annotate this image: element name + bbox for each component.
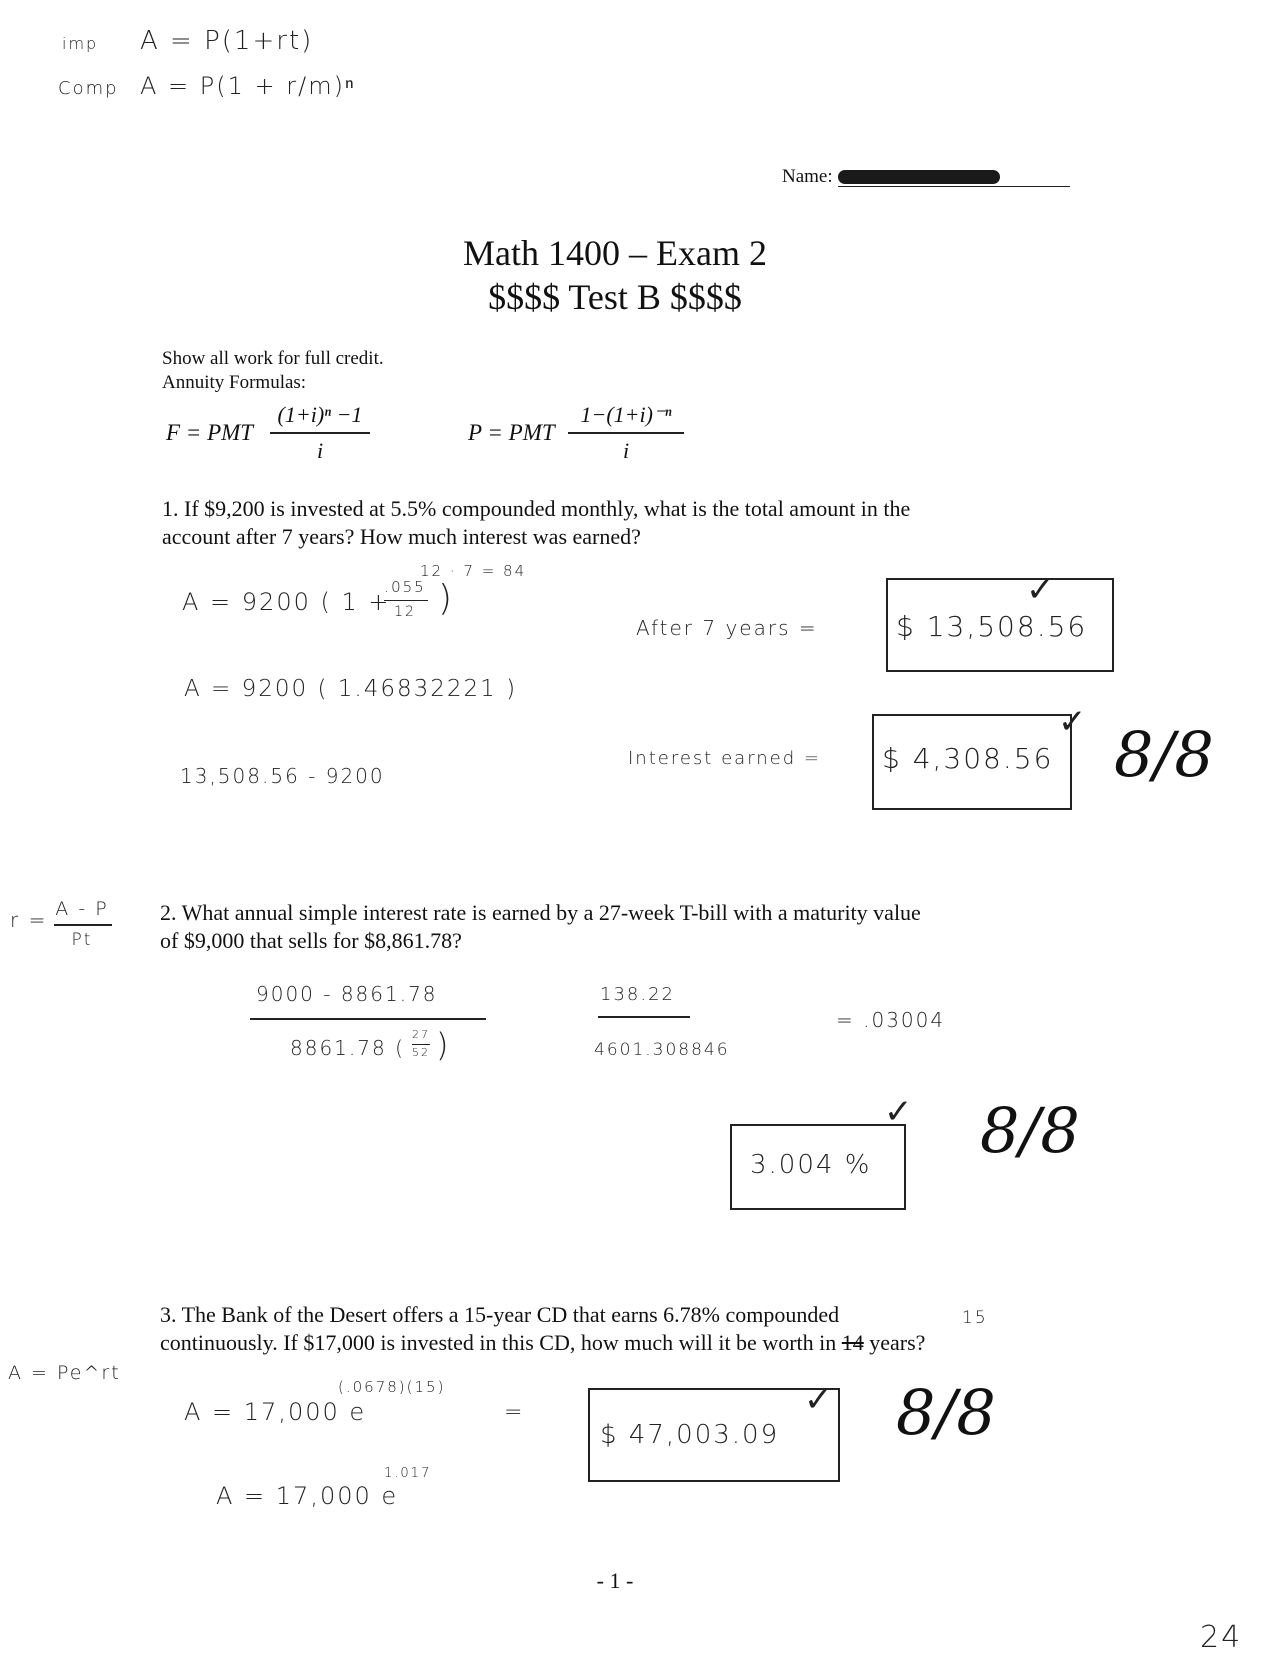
- q3-struck-years: 14: [841, 1330, 864, 1355]
- continuous-formula: A = Pe^rt: [8, 1362, 121, 1384]
- formula-f-fraction-bar: [270, 432, 370, 434]
- q3-step1: A = 17,000 e: [184, 1398, 367, 1426]
- q3-correction: 15: [962, 1308, 988, 1328]
- q3-text-line1: 3. The Bank of the Desert offers a 15-year CD that earns 6.78% compounded: [160, 1302, 840, 1327]
- q1-answer-after: $ 13,508.56: [896, 610, 1088, 643]
- q1-after-label: After 7 years =: [636, 616, 818, 640]
- q2-denominator-1-num: 27: [412, 1028, 430, 1041]
- checkmark-icon: ✓: [884, 1092, 913, 1132]
- rate-formula-denominator: Pt: [71, 930, 93, 950]
- q3-equals: =: [504, 1400, 525, 1425]
- total-score: 24: [1200, 1620, 1243, 1655]
- formula-f-left: F = PMT: [166, 420, 254, 445]
- q3-step2-exponent: 1.017: [384, 1466, 432, 1481]
- checkmark-icon: ✓: [1026, 570, 1055, 610]
- q3-answer: $ 47,003.09: [600, 1420, 780, 1450]
- q2-answer: 3.004 %: [750, 1150, 872, 1180]
- q3-step1-exponent: (.0678)(15): [338, 1378, 446, 1396]
- q3-grade: 8/8: [896, 1376, 996, 1449]
- q1-grade: 8/8: [1114, 718, 1214, 791]
- exam-title: Math 1400 – Exam 2: [463, 233, 767, 273]
- q2-result: = .03004: [836, 1008, 946, 1032]
- q1-step1-denominator: 12: [394, 604, 416, 620]
- q1-exponent-note: 12 · 7 = 84: [420, 562, 527, 580]
- name-underline: [838, 186, 1070, 187]
- formula-p-left: P = PMT: [468, 420, 555, 445]
- q2-numerator-1: 9000 - 8861.78: [256, 982, 438, 1006]
- checkmark-icon: ✓: [804, 1380, 833, 1420]
- exam-subtitle: $$$$ Test B $$$$: [488, 277, 742, 317]
- formula-p-numerator: 1−(1+i)⁻ⁿ: [580, 402, 672, 427]
- q1-step1-right: ): [438, 578, 455, 619]
- simple-label: imp: [62, 34, 99, 53]
- formula-f-denominator: i: [316, 438, 324, 463]
- formula-f-numerator: (1+i)ⁿ −1: [277, 402, 363, 427]
- rate-formula-numerator: A - P: [55, 898, 109, 920]
- instructions-line2: Annuity Formulas:: [162, 372, 307, 393]
- q2-fraction-bar-2: [598, 1016, 690, 1018]
- name-label: Name:: [782, 166, 833, 187]
- rate-formula-left: r =: [10, 908, 48, 932]
- q3-step2: A = 17,000 e: [216, 1482, 399, 1510]
- formula-p-fraction-bar: [568, 432, 684, 434]
- q2-denominator-2: 4601.308846: [594, 1040, 730, 1060]
- q3-text-line2-b: years?: [863, 1330, 926, 1355]
- redacted-name-scribble: [838, 170, 1000, 184]
- page-number: - 1 -: [596, 1568, 634, 1593]
- q1-step2: A = 9200 ( 1.46832221 ): [184, 676, 518, 702]
- q2-denominator-1-right: ): [436, 1026, 451, 1064]
- q1-step3: 13,508.56 - 9200: [180, 764, 385, 788]
- formula-p-denominator: i: [622, 438, 630, 463]
- checkmark-icon: ✓: [1058, 702, 1087, 742]
- q1-answer-interest: $ 4,308.56: [882, 742, 1054, 775]
- q2-fraction-bar-1: [250, 1018, 486, 1020]
- q2-numerator-2: 138.22: [600, 984, 675, 1005]
- q1-text-line1: 1. If $9,200 is invested at 5.5% compounded monthly, what is the total amount in the: [162, 496, 911, 521]
- instructions-line1: Show all work for full credit.: [162, 348, 384, 369]
- q2-text-line2: of $9,000 that sells for $8,861.78?: [160, 928, 462, 953]
- q2-text-line1: 2. What annual simple interest rate is earned by a 27-week T-bill with a maturity value: [160, 900, 921, 925]
- comp-label: Comp: [58, 78, 119, 99]
- q3-text-line2-a: continuously. If $17,000 is invested in this CD, how much will it be worth in: [160, 1330, 842, 1355]
- q1-interest-label: Interest earned =: [628, 748, 821, 769]
- q1-step1-fraction-bar: [384, 600, 428, 601]
- rate-formula-fraction-bar: [54, 924, 112, 926]
- q2-denominator-1-bar: [412, 1044, 430, 1045]
- q2-denominator-1-left: 8861.78 (: [290, 1036, 405, 1060]
- q1-text-line2: account after 7 years? How much interest was earned?: [162, 524, 641, 549]
- simple-interest-formula: A = P(1+rt): [140, 26, 314, 56]
- q1-step1-left: A = 9200 ( 1 +: [182, 588, 391, 616]
- q1-step1-numerator: .055: [384, 578, 426, 596]
- q2-denominator-1-den: 52: [412, 1046, 430, 1059]
- compound-interest-formula: A = P(1 + r/m)ⁿ: [140, 72, 356, 100]
- q3-text-line2: [160, 1330, 925, 1356]
- q2-grade: 8/8: [980, 1094, 1080, 1167]
